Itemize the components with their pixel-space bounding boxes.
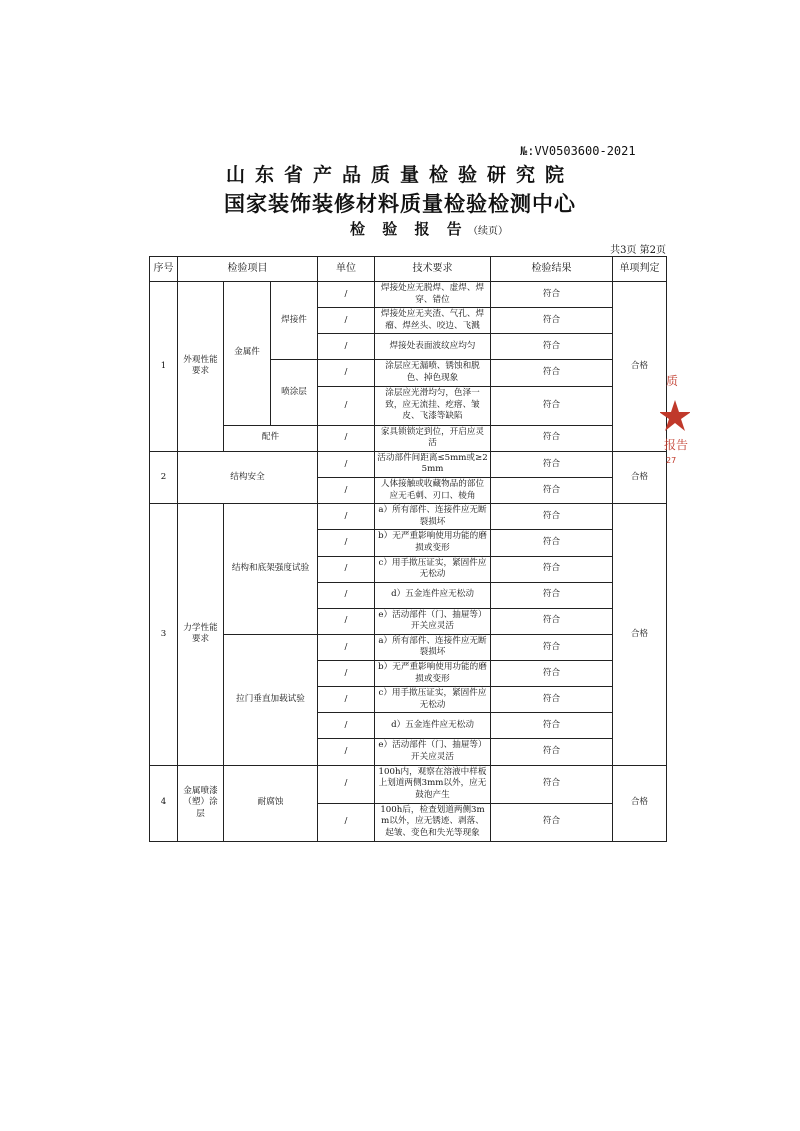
result-cell: 符合 (491, 386, 613, 425)
unit-cell: / (318, 713, 375, 739)
col-header-item: 检验项目 (178, 257, 318, 282)
unit-cell: / (318, 661, 375, 687)
unit-cell: / (318, 582, 375, 608)
row-number: 1 (150, 282, 178, 452)
result-cell: 符合 (491, 504, 613, 530)
row-number: 3 (150, 504, 178, 766)
result-cell: 符合 (491, 334, 613, 360)
sub-item: 金属件 (224, 282, 271, 426)
unit-cell: / (318, 634, 375, 660)
sub-item: 配件 (224, 425, 318, 451)
requirement-cell: 家具锁锁定到位，开启应灵活 (375, 425, 491, 451)
result-cell: 符合 (491, 425, 613, 451)
org-title-secondary: 国家装饰装修材料质量检验检测中心 (224, 191, 576, 216)
item-name: 结构安全 (178, 451, 318, 503)
requirement-cell: b）无严重影响使用功能的磨损或变形 (375, 661, 491, 687)
requirement-cell: 焊接处应无脱焊、虚焊、焊穿、错位 (375, 282, 491, 308)
result-cell: 符合 (491, 687, 613, 713)
requirement-cell: b）无严重影响使用功能的磨损或变形 (375, 530, 491, 556)
sub-sub-item: 焊接件 (271, 282, 318, 360)
requirement-cell: 焊接处应无夹渣、气孔、焊瘤、焊丝头、咬边、飞溅 (375, 308, 491, 334)
result-cell: 符合 (491, 282, 613, 308)
requirement-cell: d）五金连件应无松动 (375, 582, 491, 608)
table-row (150, 765, 667, 803)
requirement-cell: e）活动部件（门、抽屉等）开关应灵活 (375, 739, 491, 765)
result-cell: 符合 (491, 608, 613, 634)
verdict-cell: 合格 (613, 282, 667, 452)
row-number: 2 (150, 451, 178, 503)
table-row (150, 282, 667, 308)
requirement-cell: e）活动部件（门、抽屉等）开关应灵活 (375, 608, 491, 634)
requirement-cell: 人体接触或收藏物品的部位应无毛刺、刃口、棱角 (375, 477, 491, 503)
col-header-no: 序号 (150, 257, 178, 282)
item-name: 金属喷漆（塑）涂层 (178, 765, 224, 841)
page-info: 共3页 第2页 (610, 245, 666, 256)
requirement-cell: d）五金连件应无松动 (375, 713, 491, 739)
row-number: 4 (150, 765, 178, 841)
unit-cell: / (318, 556, 375, 582)
seal-text-code: 27 (666, 456, 677, 465)
result-cell: 符合 (491, 530, 613, 556)
result-cell: 符合 (491, 360, 613, 386)
table-row (150, 425, 667, 451)
inspection-seal-stamp (660, 360, 690, 470)
result-cell: 符合 (491, 713, 613, 739)
unit-cell: / (318, 477, 375, 503)
col-header-verdict: 单项判定 (613, 257, 667, 282)
unit-cell: / (318, 425, 375, 451)
result-cell: 符合 (491, 477, 613, 503)
continued-label: （续页） (468, 226, 508, 237)
result-cell: 符合 (491, 739, 613, 765)
unit-cell: / (318, 687, 375, 713)
table-row (150, 504, 667, 530)
inspection-table (149, 256, 667, 842)
requirement-cell: 100h内，观察在溶液中样板上划道两侧3mm以外，应无鼓泡产生 (375, 765, 491, 803)
requirement-cell: 涂层应光滑均匀，色泽一致，应无流挂、疙瘩、皱皮、飞漆等缺陷 (375, 386, 491, 425)
result-cell: 符合 (491, 634, 613, 660)
result-cell: 符合 (491, 451, 613, 477)
header-row (150, 257, 667, 282)
requirement-cell: c）用手揿压证实，紧固件应无松动 (375, 687, 491, 713)
unit-cell: / (318, 504, 375, 530)
col-header-requirement: 技术要求 (375, 257, 491, 282)
unit-cell: / (318, 308, 375, 334)
sub-item: 结构和底架强度试验 (224, 504, 318, 635)
unit-cell: / (318, 334, 375, 360)
result-cell: 符合 (491, 765, 613, 803)
result-cell: 符合 (491, 308, 613, 334)
requirement-cell: a）所有部件、连接件应无断裂损坏 (375, 634, 491, 660)
result-cell: 符合 (491, 661, 613, 687)
result-cell: 符合 (491, 582, 613, 608)
verdict-cell: 合格 (613, 504, 667, 766)
sub-sub-item: 喷涂层 (271, 360, 318, 425)
seal-text-bottom: 报告 (664, 438, 689, 452)
requirement-cell: 焊接处表面波纹应均匀 (375, 334, 491, 360)
requirement-cell: c）用手揿压证实，紧固件应无松动 (375, 556, 491, 582)
unit-cell: / (318, 360, 375, 386)
unit-cell: / (318, 530, 375, 556)
unit-cell: / (318, 608, 375, 634)
org-title-primary: 山东省产品质量检验研究院 (225, 164, 574, 186)
col-header-unit: 单位 (318, 257, 375, 282)
table-row (150, 451, 667, 477)
result-cell: 符合 (491, 803, 613, 841)
sub-item: 耐腐蚀 (224, 765, 318, 841)
result-cell: 符合 (491, 556, 613, 582)
item-name: 外观性能要求 (178, 282, 224, 452)
requirement-cell: 活动部件间距离≤5mm或≥25mm (375, 451, 491, 477)
seal-text-top: 质 (666, 374, 679, 388)
item-name: 力学性能要求 (178, 504, 224, 766)
unit-cell: / (318, 386, 375, 425)
unit-cell: / (318, 451, 375, 477)
unit-cell: / (318, 765, 375, 803)
report-title: 检 验 报 告 (350, 220, 468, 238)
requirement-cell: 涂层应无漏喷、锈蚀和脱色、掉色现象 (375, 360, 491, 386)
unit-cell: / (318, 282, 375, 308)
verdict-cell: 合格 (613, 451, 667, 503)
unit-cell: / (318, 803, 375, 841)
requirement-cell: a）所有部件、连接件应无断裂损坏 (375, 504, 491, 530)
unit-cell: / (318, 739, 375, 765)
requirement-cell: 100h后，检查划道两侧3mm以外，应无锈迹、剥落、起皱、变色和失光等现象 (375, 803, 491, 841)
verdict-cell: 合格 (613, 765, 667, 841)
document-number: №:VV0503600-2021 (520, 144, 636, 158)
table-row (150, 634, 667, 660)
col-header-result: 检验结果 (491, 257, 613, 282)
sub-item: 拉门垂直加载试验 (224, 634, 318, 765)
